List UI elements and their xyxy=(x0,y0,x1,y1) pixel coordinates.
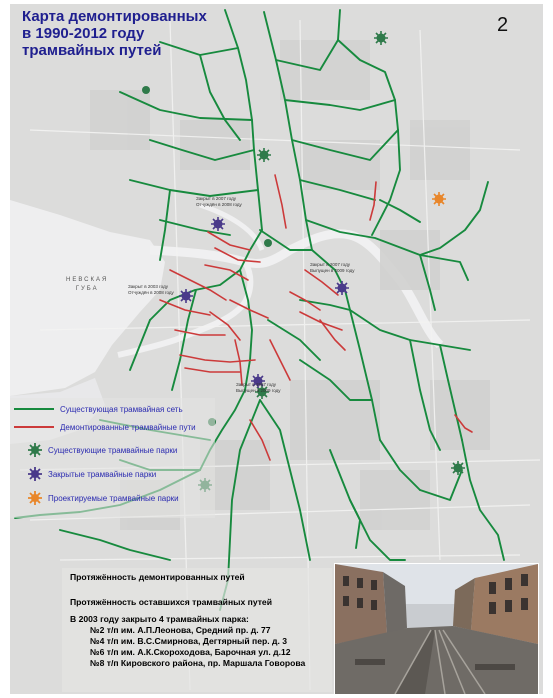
dismantled-line-icon xyxy=(14,424,54,430)
gear-orange-icon xyxy=(28,491,42,505)
legend-existing-label: Существующая трамвайная сеть xyxy=(60,404,183,414)
map-title xyxy=(22,8,207,59)
title-line-2: в 1990-2012 году xyxy=(22,25,145,42)
legend-existing-parks xyxy=(28,443,177,457)
map-note: Отчуждён в 2008 году xyxy=(196,202,242,207)
gear-purple-icon xyxy=(28,467,42,481)
map-note: Выпущен в 2009 году xyxy=(236,388,281,393)
legend-dismantled-label: Демонтированные трамвайные пути xyxy=(60,422,196,432)
legend-closed-parks-label: Закрытые трамвайные парки xyxy=(48,469,157,479)
map-note: Отчуждён в 2008 году xyxy=(128,290,174,295)
legend-planned-parks-label: Проектируемые трамвайные парки xyxy=(48,493,179,503)
title-line-3: трамвайных путей xyxy=(22,42,162,59)
map-note: Закрыт в 1997 году xyxy=(236,382,276,387)
legend-planned-parks xyxy=(28,491,179,505)
stats-closed-intro: В 2003 году закрыто 4 трамвайных парка: xyxy=(70,614,249,624)
legend-existing xyxy=(14,402,183,416)
map-note: Закрыт в 2007 году xyxy=(310,262,350,267)
stats-dismantled-length: Протяжённость демонтированных путей xyxy=(70,572,245,582)
map-note: Выпущен в 2009 году xyxy=(310,268,355,273)
existing-line-icon xyxy=(14,406,54,412)
closed-park-item: №6 т/п им. А.К.Скороходова, Барочная ул. д.12 xyxy=(90,647,291,657)
water-label-line-1: НЕВСКАЯ xyxy=(66,277,109,283)
title-line-1: Карта демонтированных xyxy=(22,8,207,25)
street-photo xyxy=(334,563,539,695)
legend-closed-parks xyxy=(28,467,156,481)
legend-existing-parks-label: Существующие трамвайные парки xyxy=(48,445,178,455)
stats-remaining-length: Протяжённость оставшихся трамвайных путей xyxy=(70,597,272,607)
legend-dismantled xyxy=(14,420,196,434)
gear-green-icon xyxy=(28,443,42,457)
stats-block xyxy=(70,572,305,669)
planned-park-marker xyxy=(432,192,446,206)
closed-park-item: №8 т/п Кировского района, пр. Маршала Говорова xyxy=(90,658,306,668)
closed-park-item: №2 т/п им. А.П.Леонова, Средний пр. д. 77 xyxy=(90,625,271,635)
water-label-line-2: ГУБА xyxy=(75,286,99,292)
map-note: Закрыт в 2007 году xyxy=(196,196,236,201)
map-note: Закрыт в 2003 году xyxy=(128,284,168,289)
page-number: 2 xyxy=(497,14,509,36)
water-label xyxy=(66,276,108,294)
street-photo-image xyxy=(335,564,538,694)
closed-park-item: №4 т/п им. В.С.Смирнова, Дегтярный пер. д. 3 xyxy=(90,636,288,646)
